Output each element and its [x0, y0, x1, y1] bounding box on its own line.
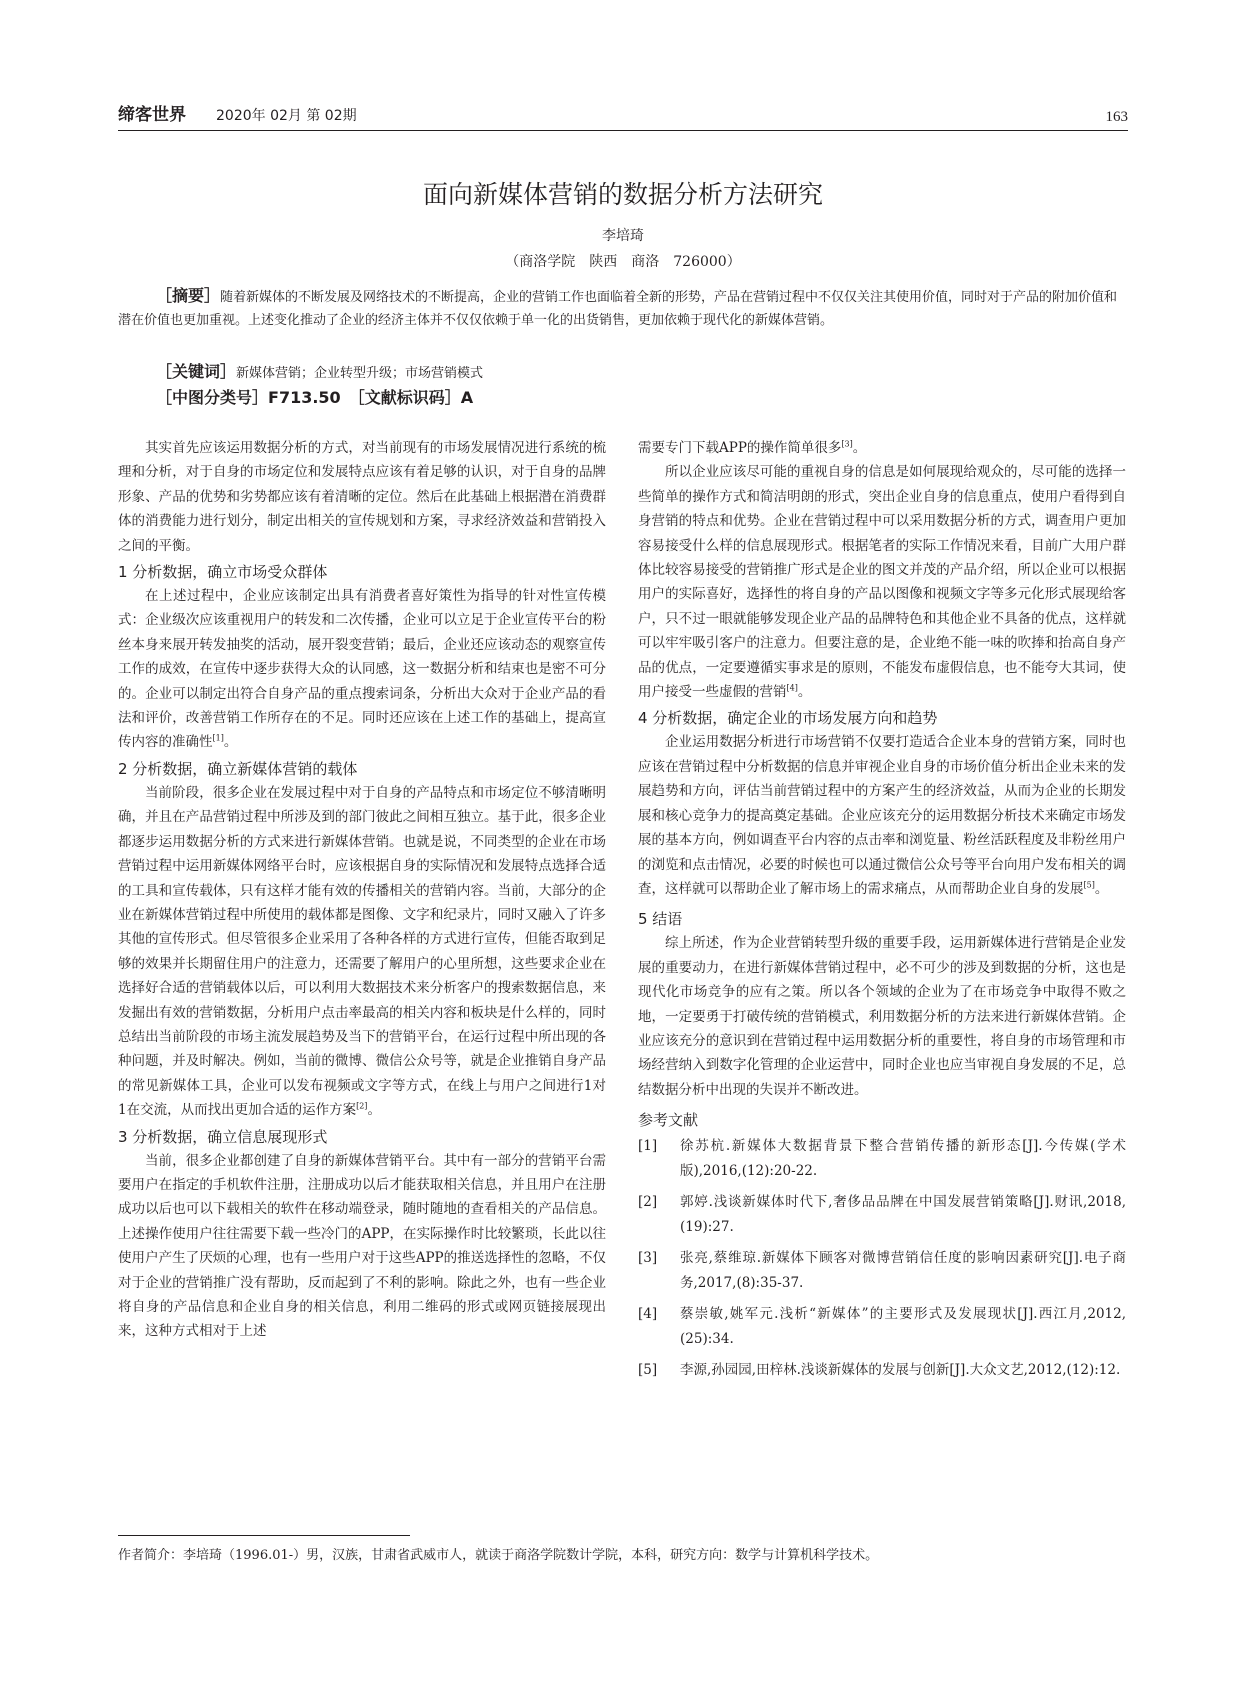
- reference-text: 蔡崇敏,姚军元.浅析“新媒体”的主要形式及发展现状[J].西江月,2012,(25):34.: [680, 1306, 1126, 1348]
- section-1-paragraph: [118, 584, 606, 755]
- right-column: [638, 436, 1126, 1389]
- reference-number: [1]: [638, 1138, 658, 1155]
- keywords-text: 新媒体营销；企业转型升级；市场营销模式: [236, 366, 484, 381]
- citation-5: [5]: [1083, 880, 1095, 890]
- reference-item: [638, 1302, 1126, 1352]
- abstract-text: 随着新媒体的不断发展及网络技术的不断提高，企业的营销工作也面临着全新的形势，产品在营销过程中不仅仅关注其使用价值，同时对于产品的附加价值和潜在价值也更加重视。上述变化推动了企业的经济主体并不仅仅依赖于单一化的出货销售，更加依赖于现代化的新媒体营销。: [118, 290, 1118, 328]
- section-3-cont-end: 。: [852, 440, 867, 456]
- keywords-label: ［关键词］: [156, 362, 237, 381]
- footnote-divider: [118, 1535, 410, 1536]
- section-1-heading: 1 分析数据，确立市场受众群体: [118, 563, 328, 582]
- reference-text: 李源,孙园园,田梓林.浅谈新媒体的发展与创新[J].大众文艺,2012,(12):12.: [680, 1362, 1121, 1379]
- running-header: [118, 104, 1128, 131]
- citation-2: [2]: [356, 1101, 368, 1111]
- references-heading: 参考文献: [638, 1111, 699, 1130]
- reference-text: 郭婷.浅谈新媒体时代下,奢侈品品牌在中国发展营销策略[J].财讯,2018,(19):27.: [680, 1194, 1126, 1236]
- section-2-end: 。: [367, 1102, 381, 1119]
- reference-item: [638, 1134, 1126, 1184]
- section-4-paragraph: [638, 730, 1126, 901]
- affiliation: （商洛学院 陕西 商洛 726000）: [505, 254, 741, 270]
- section-3-heading: 3 分析数据，确立信息展现形式: [118, 1127, 328, 1146]
- reference-item: [638, 1358, 1126, 1383]
- section-4-heading: 4 分析数据，确定企业的市场发展方向和趋势: [638, 709, 938, 728]
- keywords: [156, 360, 1126, 385]
- article-title: 面向新媒体营销的数据分析方法研究: [422, 180, 823, 209]
- reference-item: [638, 1190, 1126, 1240]
- author-bio-footnote: 作者简介：李培琦（1996.01-）男，汉族，甘肃省武威市人，就读于商洛学院数计学院，本科，研究方向：数学与计算机科学技术。: [118, 1548, 879, 1563]
- section-2-heading: 2 分析数据，确立新媒体营销的载体: [118, 759, 358, 778]
- left-column: [118, 436, 606, 1344]
- section-4-text: 企业运用数据分析进行市场营销不仅要打造适合企业本身的营销方案，同时也应该在营销过程中分析数据的信息并审视企业自身的市场价值分析出企业未来的发展趋势和方向，评估当前营销过程中的方案产生的经济效益，从而为企业的长期发展和核心竞争力的提高奠定基础。企业应该充分的运用数据分析技术来确定市场发展的基本方向，例如调查平台内容的点击率和浏览量、粉丝活跃程度及非粉丝用户的浏览和点击情况，必要的时候也可以通过微信公众号等平台向用户发布相关的调查，这样就可以帮助企业了解市场上的需求痛点，从而帮助企业自身的发展: [638, 734, 1126, 897]
- citation-4: [4]: [786, 683, 798, 693]
- clc-label: ［中图分类号］: [156, 388, 269, 407]
- section-5-paragraph: 综上所述，作为企业营销转型升级的重要手段，运用新媒体进行营销是企业发展的重要动力，在进行新媒体营销过程中，必不可少的涉及到数据的分析，这也是现代化市场竞争的应有之策。所以各个领域的企业为了在市场竞争中取得不败之地，一定要勇于打破传统的营销模式，利用数据分析的方法来进行新媒体营销。企业应该充分的意识到在营销过程中运用数据分析的重要性，将自身的市场管理和市场经营纳入到数字化管理的企业运营中，同时企业也应当审视自身发展的不足，总结数据分析中出现的失误并不断改进。: [638, 935, 1126, 1098]
- reference-text: 张亮,蔡维琼.新媒体下顾客对微博营销信任度的影响因素研究[J].电子商务,2017,(8):35-37.: [680, 1250, 1126, 1292]
- page-number: 163: [1105, 109, 1128, 125]
- author-name: 李培琦: [602, 228, 644, 244]
- section-1-text: 在上述过程中，企业应该制定出具有消费者喜好策性为指导的针对性宣传模式：企业级次应该重视用户的转发和二次传播，企业可以立足于企业宣传平台的粉丝本身来展开转发抽奖的活动，展开裂变营销；最后，企业还应该动态的观察宣传工作的成效，在宣传中逐步获得大众的认同感，这一数据分析和结束也是密不可分的。企业可以制定出符合自身产品的重点搜索词条，分析出大众对于企业产品的看法和评价，改善营销工作所存在的不足。同时还应该在上述工作的基础上，提高宣传内容的准确性: [118, 588, 606, 751]
- reference-text: 徐苏杭.新媒体大数据背景下整合营销传播的新形态[J].今传媒(学术版),2016,(12):20-22.: [680, 1138, 1126, 1180]
- citation-3: [3]: [841, 439, 853, 449]
- section-3-paragraph-2: [638, 460, 1126, 704]
- reference-number: [4]: [638, 1306, 658, 1323]
- reference-list: [638, 1134, 1126, 1383]
- section-2-text: 当前阶段，很多企业在发展过程中对于自身的产品特点和市场定位不够清晰明确，并且在产品营销过程中所涉及到的部门彼此之间相互独立。基于此，很多企业都逐步运用数据分析的方式来进行新媒体营销。也就是说，不同类型的企业在市场营销过程中运用新媒体网络平台时，应该根据自身的实际情况和发展特点选择合适的工具和宣传载体，只有这样才能有效的传播相关的营销内容。当前，大部分的企业在新媒体营销过程中所使用的载体都是图像、文字和纪录片，同时又融入了许多其他的宣传形式。但尽管很多企业采用了各种各样的方式进行宣传，但能否取到足够的效果并长期留住用户的注意力，还需要了解用户的心里所想，这些要求企业在选择好合适的营销载体以后，可以利用大数据技术来分析客户的搜索数据信息，来发掘出有效的营销数据，分析用户点击率最高的相关内容和板块是什么样的，同时总结出当前阶段的市场主流发展趋势及当下的营销平台，在运行过程中所出现的各种问题，并及时解决。例如，当前的微博、微信公众号等，就是企业推销自身产品的常见新媒体工具，企业可以发布视频或文字等方式，在线上与用户之间进行1对1在交流，从而找出更加合适的运作方案: [118, 784, 606, 1119]
- reference-number: [5]: [638, 1362, 658, 1379]
- section-3-cont-text: 需要专门下载APP的操作简单很多: [638, 440, 842, 456]
- citation-1: [1]: [212, 733, 224, 743]
- reference-number: [3]: [638, 1250, 658, 1267]
- issue-info: 2020年 02月 第 02期: [216, 108, 357, 124]
- intro-paragraph: 其实首先应该运用数据分析的方式，对当前现有的市场发展情况进行系统的梳理和分析，对于自身的市场定位和发展特点应该有着足够的认识，对于自身的品牌形象、产品的优势和劣势都应该有着清晰的定位。然后在此基础上根据潜在消费群体的消费能力进行划分，制定出相关的宣传规划和方案，寻求经济效益和营销投入之间的平衡。: [118, 440, 606, 554]
- reference-item: [638, 1246, 1126, 1296]
- section-2-paragraph: [118, 781, 606, 1123]
- section-3-continued: [638, 436, 1126, 460]
- section-3-p2-end: 。: [797, 684, 812, 701]
- doc-code-value: A: [460, 388, 474, 407]
- journal-name: 缔客世界: [118, 105, 186, 125]
- section-5-heading: 5 结语: [638, 910, 683, 929]
- section-1-end: 。: [223, 734, 238, 751]
- section-4-end: 。: [1094, 880, 1109, 897]
- abstract: [118, 284, 1128, 332]
- reference-number: [2]: [638, 1194, 658, 1211]
- classification-codes: [156, 386, 1126, 410]
- abstract-label: ［摘要］: [156, 286, 221, 305]
- section-3-paragraph: 当前，很多企业都创建了自身的新媒体营销平台。其中有一部分的营销平台需要用户在指定的手机软件注册，注册成功以后才能获取相关信息，并且用户在注册成功以后也可以下载相关的软件在移动端登录，随时随地的查看相关的产品信息。上述操作使用户往往需要下载一些冷门的APP，在实际操作时比较繁琐，长此以往使用户产生了厌烦的心理，也有一些用户对于这些APP的推送选择性的忽略，不仅对于企业的营销推广没有帮助，反而起到了不利的影响。除此之外，也有一些企业将自身的产品信息和企业自身的相关信息，利用二维码的形式或网页链接展现出来，这种方式相对于上述: [118, 1152, 606, 1340]
- clc-value: F713.50: [268, 388, 341, 407]
- doc-code-label: ［文献标识码］: [356, 388, 461, 407]
- section-3-p2-text: 所以企业应该尽可能的重视自身的信息是如何展现给观众的，尽可能的选择一些简单的操作方式和简洁明朗的形式，突出企业自身的信息重点，使用户看得到自身营销的特点和优势。企业在营销过程中可以采用数据分析的方式，调查用户更加容易接受什么样的信息展现形式。根据笔者的实际工作情况来看，目前广大用户群体比较容易接受的营销推广形式是企业的图文并茂的产品介绍，所以企业可以根据用户的实际喜好，选择性的将自身的产品以图像和视频文字等多元化形式展现给客户，只不过一眼就能够发现企业产品的品牌特色和其他企业不具备的优点，这样就可以牢牢吸引客户的注意力。但要注意的是，企业绝不能一味的吹捧和抬高自身产品的优点，一定要遵循实事求是的原则，不能发布虚假信息，也不能夸大其词，使用户接受一些虚假的营销: [638, 464, 1126, 701]
